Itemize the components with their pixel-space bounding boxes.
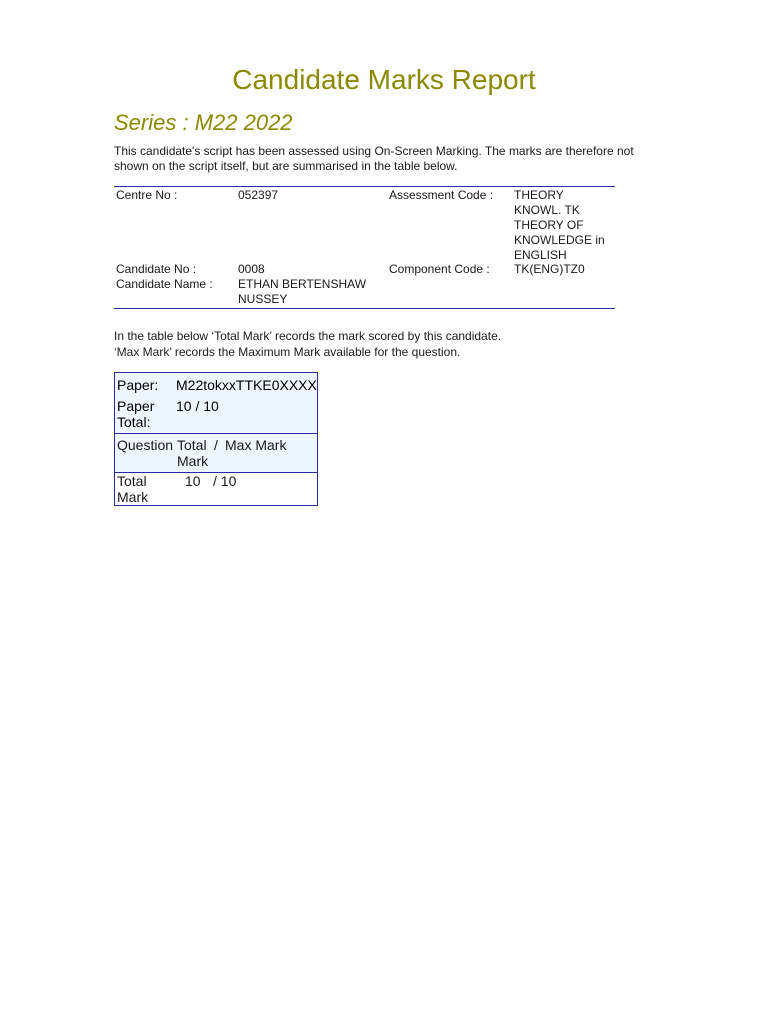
row-max: / 10 xyxy=(213,473,237,489)
col-max-mark: Max Mark xyxy=(225,437,287,453)
candidate-no-value: 0008 xyxy=(238,262,265,276)
note-line-1: In the table below ‘Total Mark’ records the mark scored by this candidate. xyxy=(114,329,502,343)
paper-summary xyxy=(115,373,317,434)
centre-label: Centre No : xyxy=(116,188,178,202)
assessment-value: THEORY KNOWL. TK THEORY OF KNOWLEDGE in ENGLISH xyxy=(514,188,605,262)
paper-value: M22tokxxTTKE0XXXX xyxy=(176,377,317,393)
question-header-row xyxy=(115,434,317,473)
paper-total-label: Paper Total: xyxy=(117,398,155,430)
series-heading: Series : M22 2022 xyxy=(114,110,293,135)
component-value: TK(ENG)TZ0 xyxy=(514,262,585,276)
table-note xyxy=(114,328,674,360)
total-mark-row xyxy=(115,473,317,505)
intro-text: This candidate's script has been assessed using On-Screen Marking. The marks are therefore not shown on the script itself, but are summarised in the table below. xyxy=(114,144,634,173)
col-slash: / xyxy=(214,437,218,453)
paper-label: Paper: xyxy=(117,377,159,393)
paper-total-value: 10 / 10 xyxy=(176,398,219,414)
candidate-name-value: ETHAN BERTENSHAW NUSSEY xyxy=(238,277,367,306)
assessment-label: Assessment Code : xyxy=(389,188,494,202)
row-label: Total Mark xyxy=(117,473,149,505)
col-question: Question xyxy=(117,437,174,453)
row-total: 10 xyxy=(185,473,201,489)
candidate-name-label: Candidate Name : xyxy=(116,277,213,291)
candidate-info-table xyxy=(114,186,615,309)
col-total-mark: Total Mark xyxy=(177,437,209,469)
component-label: Component Code : xyxy=(389,262,490,276)
note-line-2: ‘Max Mark’ records the Maximum Mark available for the question. xyxy=(114,345,461,359)
report-title: Candidate Marks Report xyxy=(232,64,536,95)
centre-value: 052397 xyxy=(238,188,279,202)
candidate-no-label: Candidate No : xyxy=(116,262,197,276)
marks-table xyxy=(114,372,318,506)
